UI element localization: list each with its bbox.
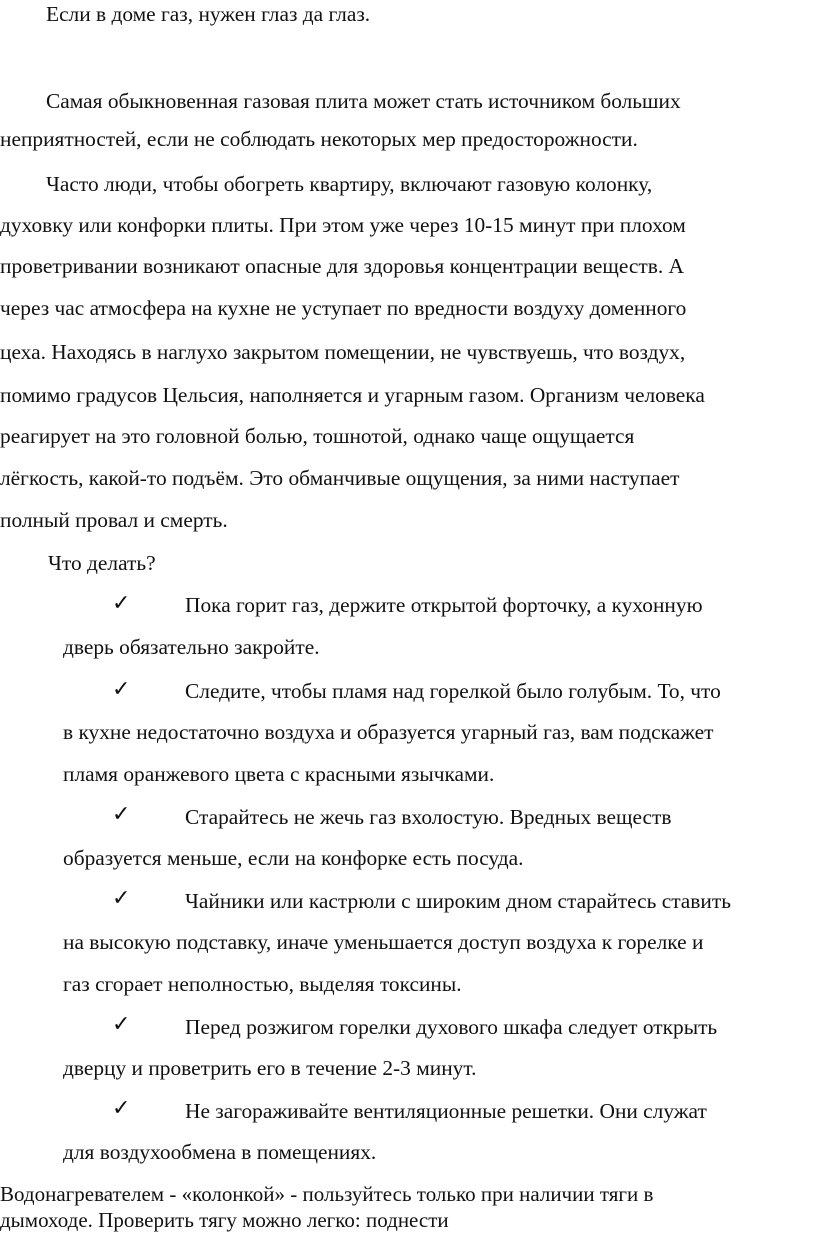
paragraph-2-line-7: реагирует на это головной болью, тошнотой, однако чаще ощущается [0,424,635,448]
paragraph-2-line-5: цеха. Находясь в наглухо закрытом помещении, не чувствуешь, что воздух, [0,340,686,364]
tip-1-line-1: Пока горит газ, держите открытой форточку, а кухонную [185,593,703,617]
footer-line-1: Водонагревателем - «колонкой» - пользуйтесь только при наличии тяги в [0,1182,654,1206]
paragraph-2-line-2: духовку или конфорки плиты. При этом уже через 10-15 минут при плохом [0,213,686,237]
tip-4-line-1: Чайники или кастрюли с широким дном старайтесь ставить [185,889,731,913]
document-title: Если в доме газ, нужен глаз да глаз. [46,2,371,26]
paragraph-2-line-8: лёгкость, какой-то подъём. Это обманчивые ощущения, за ними наступает [0,466,680,490]
tip-2-line-1: Следите, чтобы пламя над горелкой было голубым. То, что [185,679,721,703]
paragraph-2-line-3: проветривании возникают опасные для здоровья концентрации веществ. А [0,254,684,278]
tip-6-line-2: для воздухообмена в помещениях. [63,1140,377,1164]
tip-6-line-1: Не загораживайте вентиляционные решетки. Они служат [185,1099,707,1123]
paragraph-2-line-4: через час атмосфера на кухне не уступает по вредности воздуху доменного [0,296,687,320]
paragraph-2-line-6: помимо градусов Цельсия, наполняется и угарным газом. Организм человека [0,383,705,407]
tip-3-line-1: Старайтесь не жечь газ вхолостую. Вредных веществ [185,805,672,829]
paragraph-2-line-9: полный провал и смерть. [0,508,228,532]
checkmark-icon: ✓ [112,1096,131,1121]
question-heading: Что делать? [48,551,156,575]
paragraph-2-line-1: Часто люди, чтобы обогреть квартиру, включают газовую колонку, [46,172,653,196]
checkmark-icon: ✓ [112,886,131,911]
tip-3-line-2: образуется меньше, если на конфорке есть посуда. [63,846,524,870]
tip-2-line-3: пламя оранжевого цвета с красными язычками. [63,762,495,786]
checkmark-icon: ✓ [112,802,131,827]
tip-4-line-3: газ сгорает неполностью, выделяя токсины. [63,972,462,996]
checkmark-icon: ✓ [112,591,131,616]
paragraph-1-line-2: неприятностей, если не соблюдать некоторых мер предосторожности. [0,127,638,151]
tip-1-line-2: дверь обязательно закройте. [63,635,320,659]
footer-line-2: дымоходе. Проверить тягу можно легко: поднести [0,1208,449,1232]
tip-5-line-2: дверцу и проветрить его в течение 2-3 минут. [63,1056,477,1080]
tip-2-line-2: в кухне недостаточно воздуха и образуется угарный газ, вам подскажет [63,720,714,744]
tip-5-line-1: Перед розжигом горелки духового шкафа следует открыть [185,1015,718,1039]
checkmark-icon: ✓ [112,1012,131,1037]
paragraph-1-line-1: Самая обыкновенная газовая плита может стать источником больших [46,89,681,113]
checkmark-icon: ✓ [112,677,131,702]
tip-4-line-2: на высокую подставку, иначе уменьшается доступ воздуха к горелке и [63,930,704,954]
